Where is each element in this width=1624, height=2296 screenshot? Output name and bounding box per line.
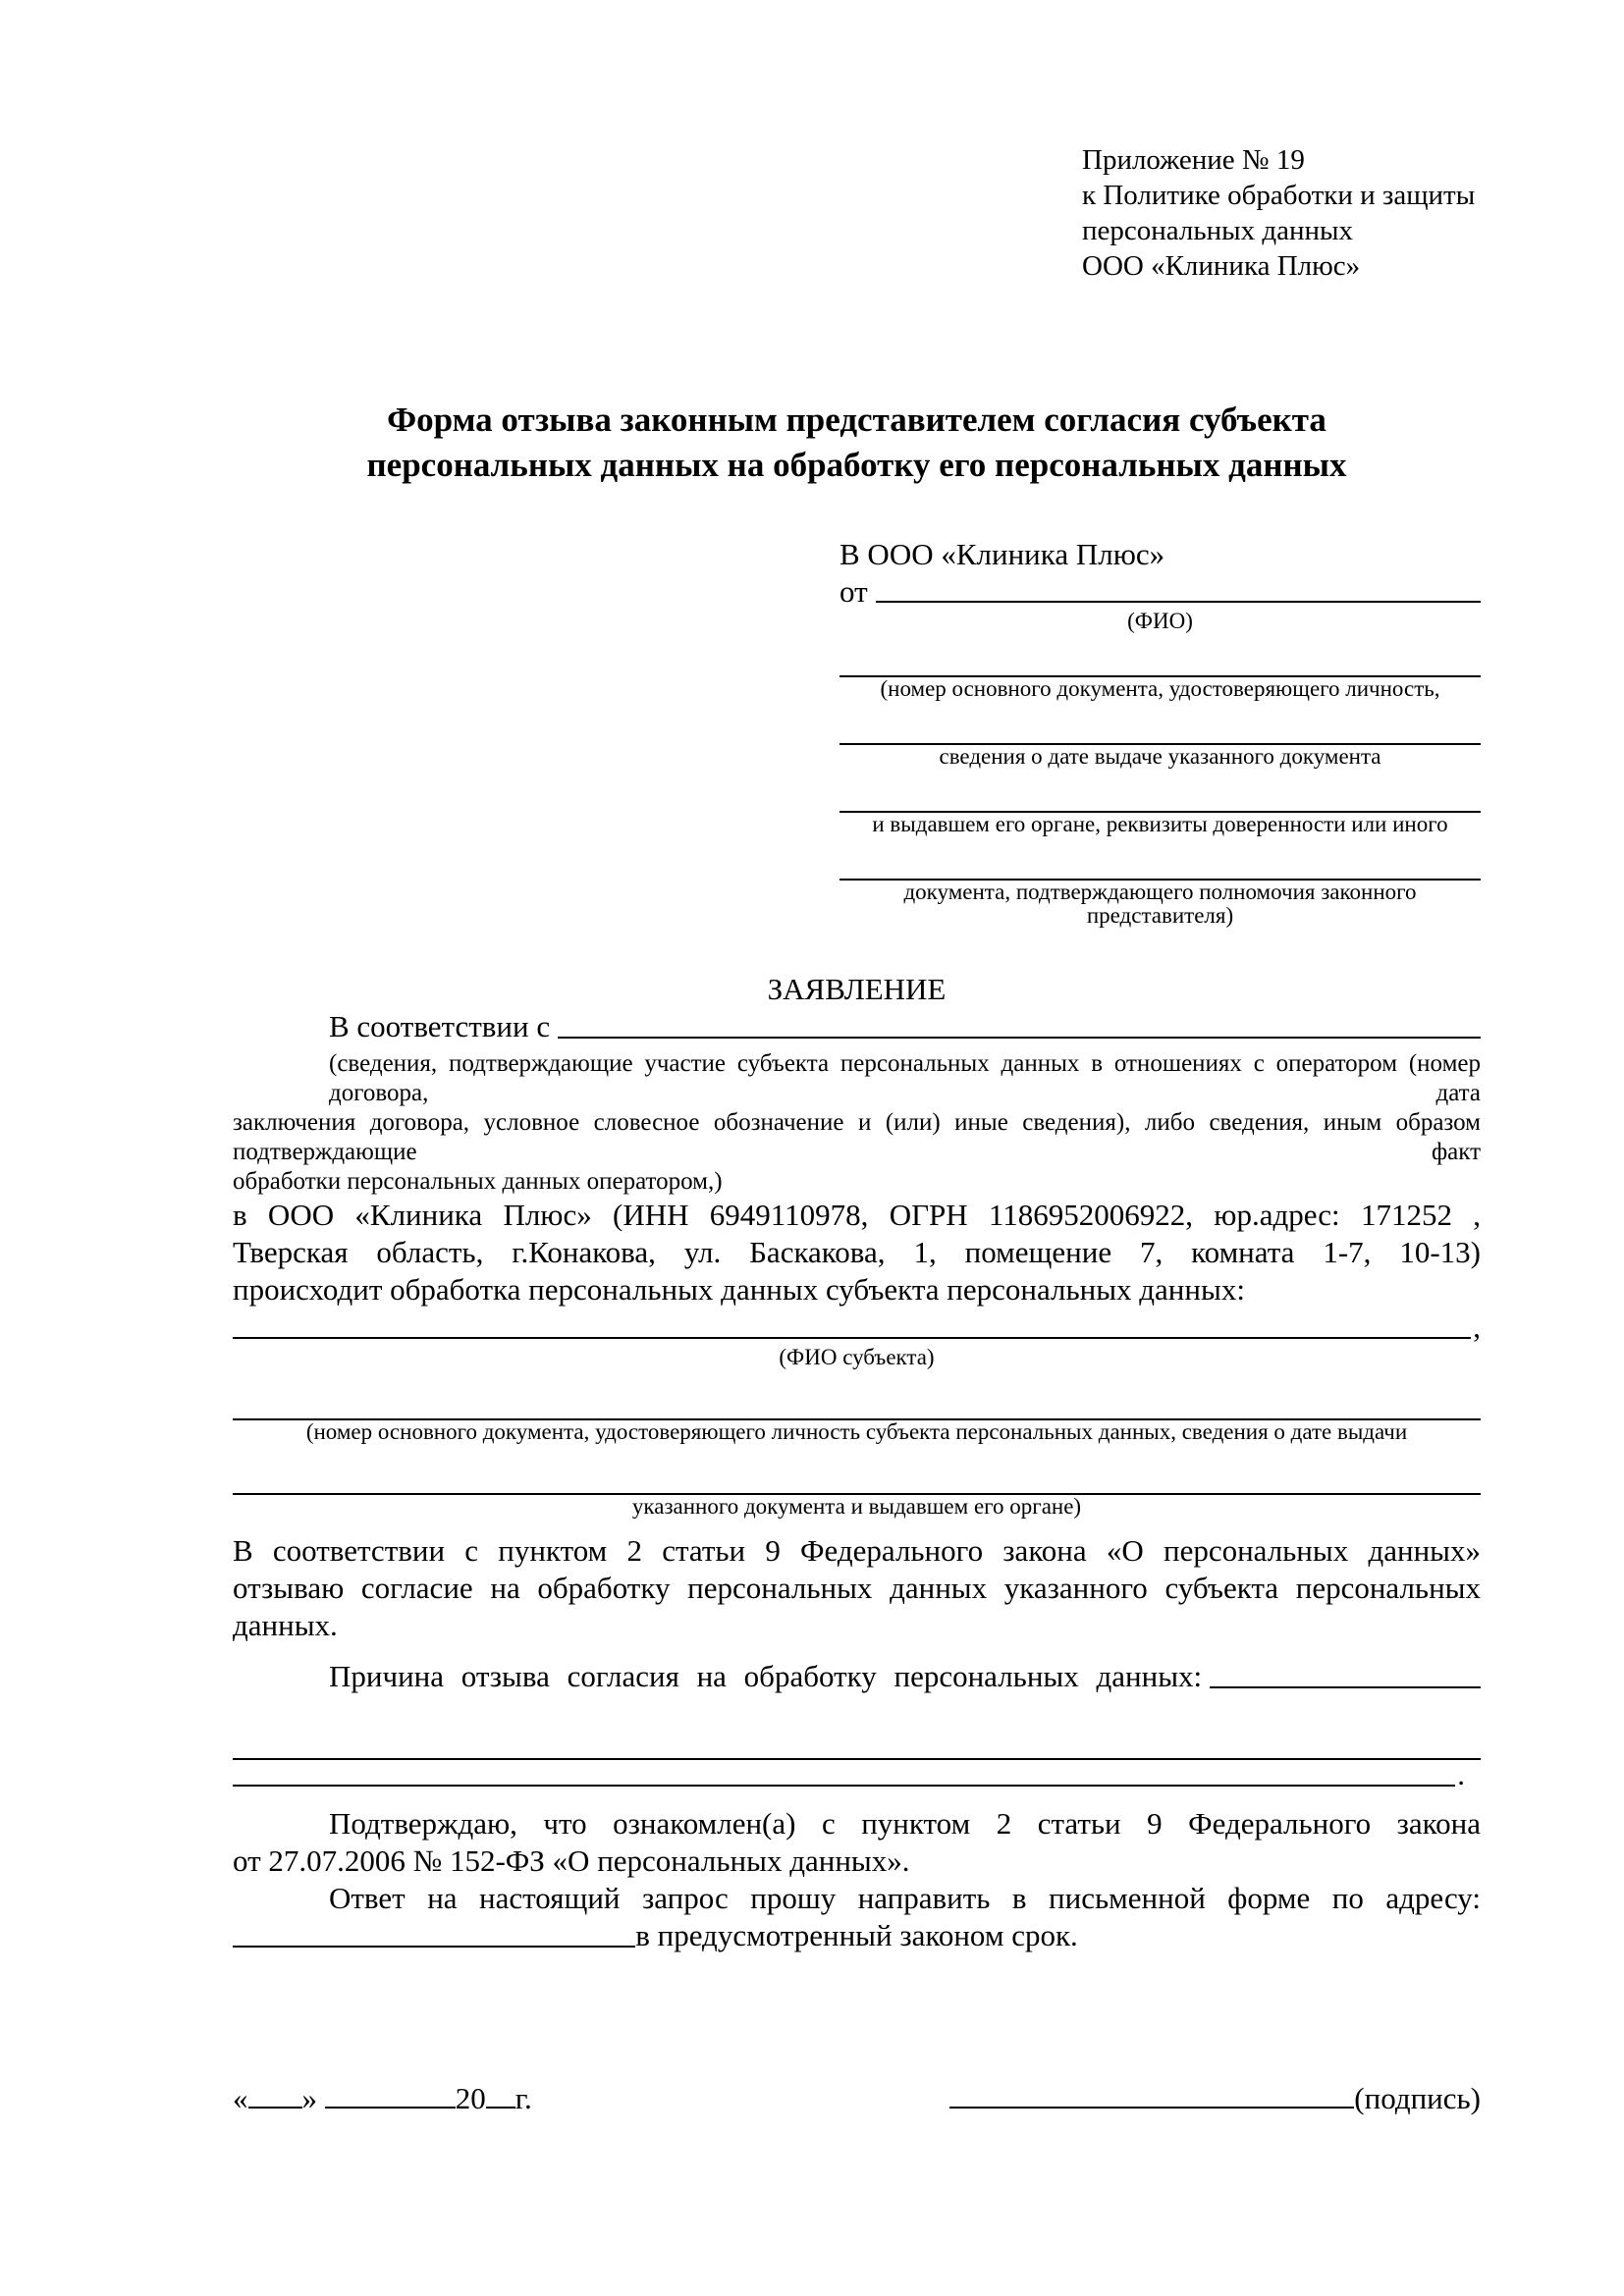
fio-blank-line <box>876 601 1481 603</box>
appendix-line-3: персональных данных <box>1082 215 1354 246</box>
operator-line-3: происходит обработка персональных данных субъекта персональных данных: <box>233 1272 1245 1307</box>
operator-paragraph <box>233 1197 1481 1308</box>
reply-paragraph <box>233 1880 1481 1954</box>
date-quote-open: « <box>233 2081 248 2115</box>
reason-blank-line-3 <box>233 1785 1455 1787</box>
representative-doc-blank-line <box>839 851 1481 881</box>
appendix-line-1: Приложение № 19 <box>1082 144 1305 176</box>
small-print-line-1: (сведения, подтверждающие участие субъекта персональных данных в отношениях с оператором (номер договора, дата <box>329 1050 1481 1106</box>
appendix-line-4: ООО «Клиника Плюс» <box>1082 250 1361 282</box>
title-line-2: персональных данных на обработку его персональных данных <box>366 446 1347 484</box>
subject-doc-blank-line-1 <box>233 1391 1481 1420</box>
withdraw-paragraph <box>233 1532 1481 1644</box>
withdraw-line-2: отзываю согласие на обработку персональных данных указанного субъекта персональных <box>233 1571 1481 1605</box>
addressee-org: В ООО «Клиника Плюс» <box>839 537 1165 571</box>
reply-address-blank-line <box>233 1946 635 1948</box>
from-label: от <box>839 574 868 609</box>
appendix-line-2: к Политике обработки и защиты <box>1082 180 1476 211</box>
issue-date-blank-line <box>839 716 1481 745</box>
date-month-blank <box>325 2103 456 2109</box>
subject-doc-blank-line-2 <box>233 1466 1481 1495</box>
addressee-from-row <box>839 574 1481 610</box>
operator-line-2: Тверская область, г.Конакова, ул. Баскакова, 1, помещение 7, комната 1-7, 10-13) <box>233 1235 1481 1269</box>
accordance-row <box>233 1008 1481 1045</box>
small-print-line-2: заключения договора, условное словесное обозначение и (или) иные сведения), либо сведения, иным образом подтверждающие факт <box>233 1109 1481 1165</box>
withdraw-line-1: В соответствии с пунктом 2 статьи 9 Федерального закона «О персональных данных» <box>233 1533 1481 1568</box>
reason-period: . <box>1457 1757 1465 1791</box>
operator-line-1: в ООО «Клиника Плюс» (ИНН 6949110978, ОГРН 1186952006922, юр.адрес: 171252 , <box>233 1198 1481 1232</box>
document-title <box>233 398 1481 488</box>
signature-caption: (подпись) <box>1354 2081 1481 2115</box>
fio-caption: (ФИО) <box>1127 609 1193 633</box>
confirm-line-1: Подтверждаю, что ознакомлен(а) с пунктом 2 статьи 9 Федерального закона <box>329 1806 1481 1841</box>
doc-number-caption: (номер основного документа, удостоверяющего личность, <box>880 676 1440 701</box>
confirm-paragraph <box>233 1805 1481 1880</box>
issuing-authority-caption: и выдавшем его органе, реквизиты доверенности или иного <box>872 812 1448 836</box>
date-field <box>233 2080 532 2117</box>
subject-fio-blank-line <box>233 1337 1471 1339</box>
date-quote-close: » <box>301 2081 317 2115</box>
small-print-line-3: обработки персональных данных оператором,) <box>233 1168 723 1195</box>
subject-doc-caption-1: (номер основного документа, удостоверяющего личность субъекта персональных данных, сведения о дате выдачи <box>305 1419 1408 1444</box>
date-day-blank <box>248 2103 302 2109</box>
reply-tail-text: в предусмотренный законом срок. <box>635 1918 1078 1952</box>
reply-line-1: Ответ на настоящий запрос прошу направить в письменной форме по адресу: <box>329 1881 1481 1915</box>
title-line-1: Форма отзыва законным представителем согласия субъекта <box>387 400 1326 439</box>
accordance-blank-line <box>558 1037 1481 1039</box>
reply-line-2 <box>233 1917 1481 1954</box>
date-year-prefix: 20 <box>455 2081 486 2115</box>
representative-doc-caption: документа, подтверждающего полномочия законного представителя) <box>903 880 1417 928</box>
withdraw-line-3: данных. <box>233 1608 338 1642</box>
addressee-block <box>839 535 1481 928</box>
appendix-block <box>1082 142 1481 284</box>
small-print-block <box>233 1049 1481 1197</box>
signature-blank-line <box>949 2103 1354 2109</box>
reason-blank-line-1 <box>1210 1686 1481 1688</box>
date-signature-row <box>233 2080 1481 2117</box>
issuing-authority-blank-line <box>839 783 1481 813</box>
subject-fio-caption: (ФИО субъекта) <box>779 1345 935 1369</box>
reason-row <box>233 1656 1481 1695</box>
date-year-suffix: г. <box>514 2081 532 2115</box>
reason-label: Причина отзыва согласия на обработку персональных данных: <box>329 1659 1203 1693</box>
accordance-label: В соответствии с <box>329 1009 551 1043</box>
signature-field <box>949 2080 1481 2117</box>
reason-blank-row-3 <box>233 1756 1481 1793</box>
statement-heading: ЗАЯВЛЕНИЕ <box>767 972 947 1006</box>
doc-number-blank-line <box>839 648 1481 677</box>
confirm-line-2: от 27.07.2006 № 152-ФЗ «О персональных данных». <box>233 1843 910 1878</box>
subject-fio-comma: , <box>1473 1309 1481 1344</box>
issue-date-caption: сведения о дате выдаче указанного документа <box>939 744 1381 769</box>
subject-doc-caption-2: указанного документа и выдавшем его органе) <box>631 1494 1082 1519</box>
date-year-blank <box>486 2103 515 2109</box>
subject-fio-row <box>233 1308 1481 1346</box>
